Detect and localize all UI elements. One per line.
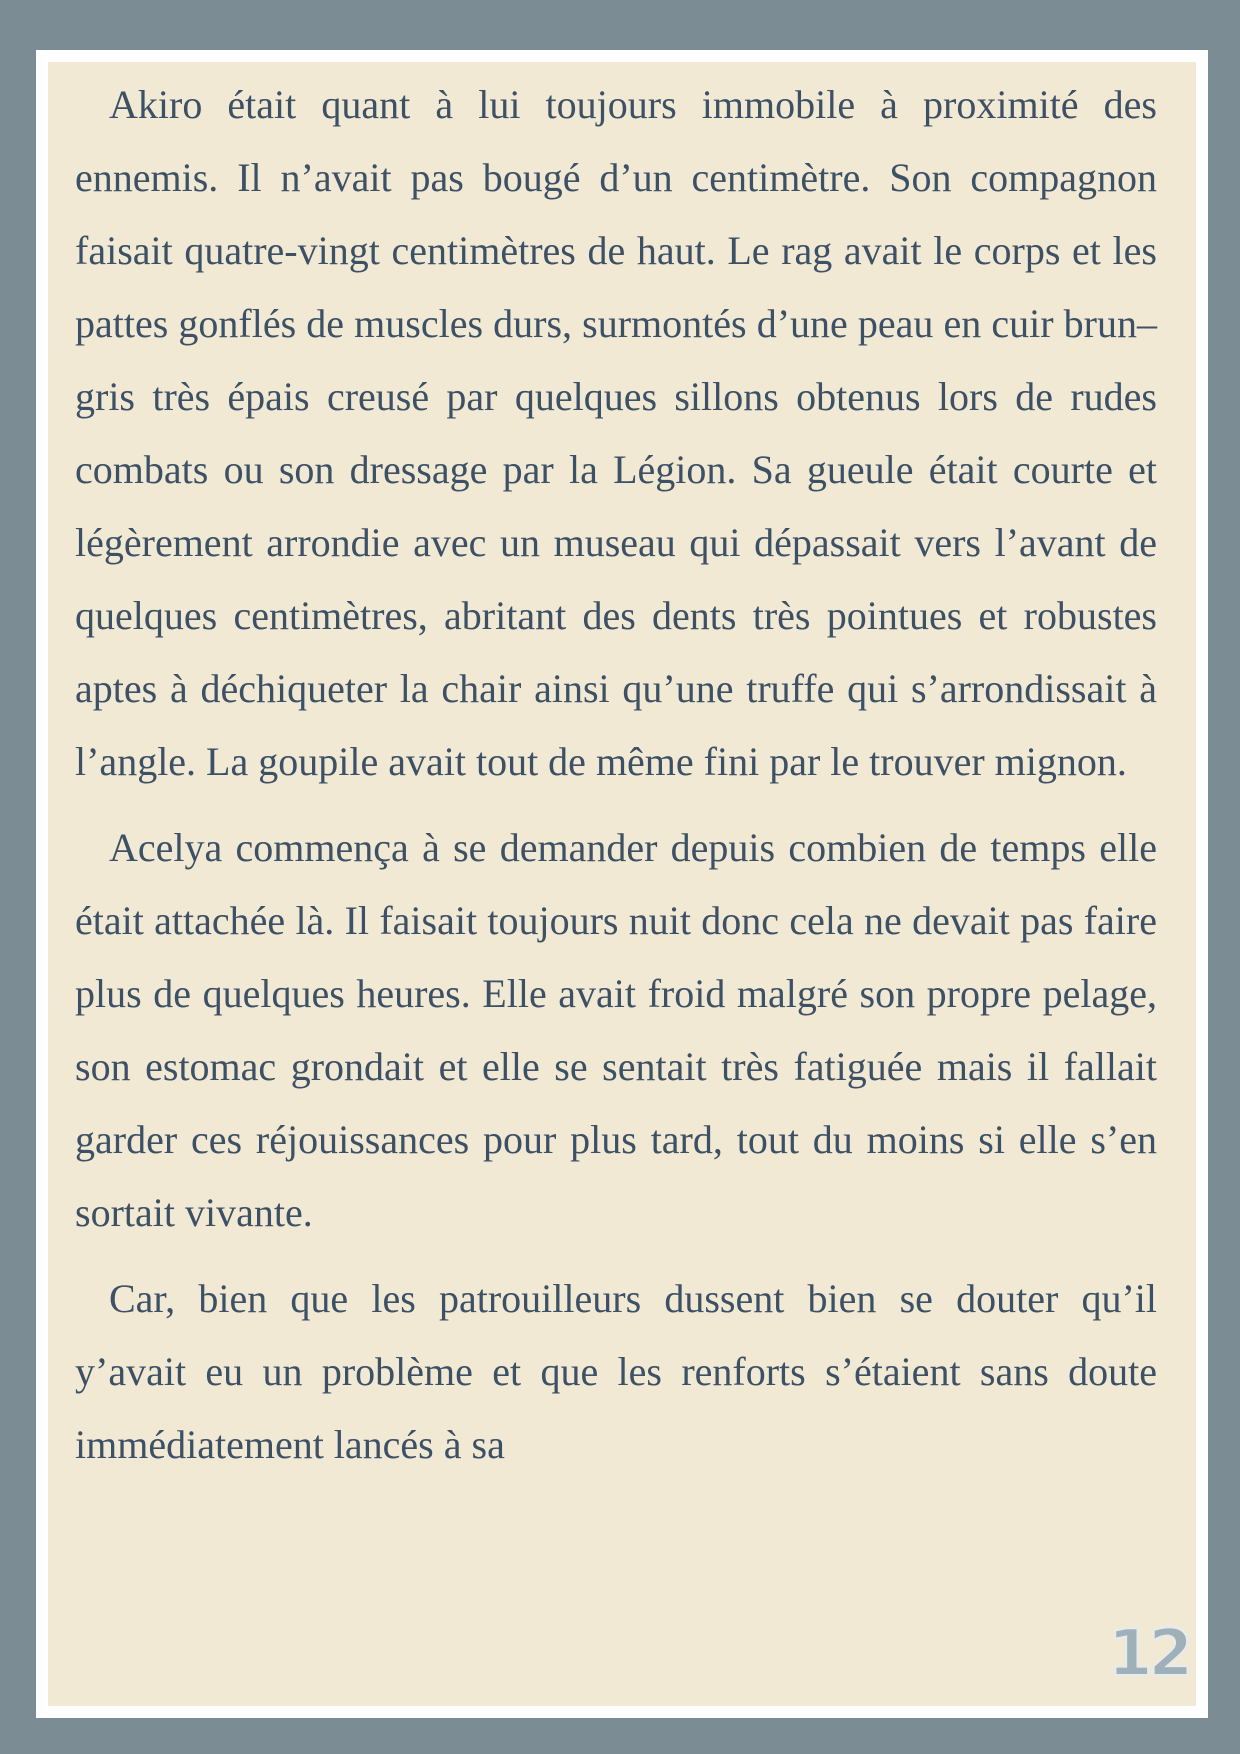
body-text [75,68,1157,1494]
paragraph-1: Akiro était quant à lui toujours immobile à proximité des ennemis. Il n’avait pas bougé d’un centimètre. Son compagnon faisait quatre-vingt centimètres de haut. Le rag avait le corps et les pattes gonflés de muscles durs, surmontés d’une peau en cuir brun–gris très épais creusé par quelques sillons obtenus lors de rudes combats ou son dressage par la Légion. Sa gueule était courte et légèrement arrondie avec un museau qui dépassait vers l’avant de quelques centimètres, abritant des dents très pointues et robustes aptes à déchiqueter la chair ainsi qu’une truffe qui s’arrondissait à l’angle. La goupile avait tout de même fini par le trouver mignon. [75,82,1157,784]
paragraph-2: Acelya commença à se demander depuis combien de temps elle était attachée là. Il faisait toujours nuit donc cela ne devait pas faire plus de quelques heures. Elle avait froid malgré son propre pelage, son estomac grondait et elle se sentait très fatiguée mais il fallait garder ces réjouissances pour plus tard, tout du moins si elle s’en sortait vivante. [75,825,1157,1235]
paragraph-3: Car, bien que les patrouilleurs dussent bien se douter qu’il y’avait eu un problème et que les renforts s’étaient sans doute immédiatement lancés à sa [75,1276,1157,1467]
page-number: 12 [1108,1617,1190,1691]
